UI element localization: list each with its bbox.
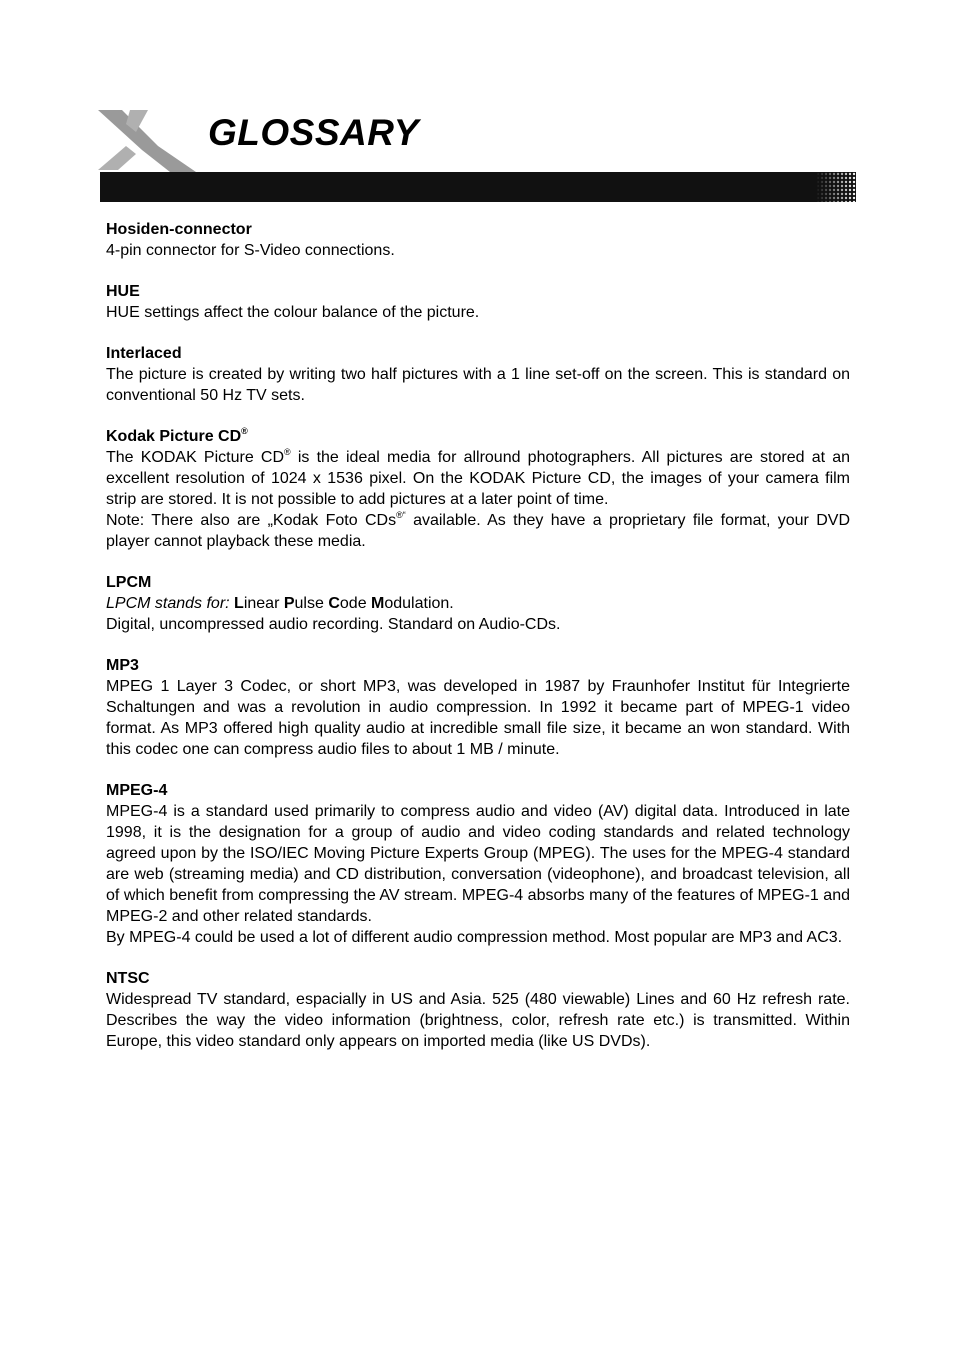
registered-mark: ®“ [396, 510, 406, 520]
term-definition: HUE settings affect the colour balance of the picture. [106, 304, 480, 321]
term-definition: MPEG-4 is a standard used primarily to compress audio and video (AV) digital data. Introduced in late 1998, it is the designation for a group of audio and video coding standards and related technology agreed upon by the ISO/IEC Moving Picture Experts Group (MPEG). The uses for the MPEG-4 standard are web (streaming media) and CD distribution, conversation (videophone), and broadcast television, all of which benefit from compressing the AV stream. MPEG-4 absorbs many of the features of MPEG-1 and MPEG-2 and other related standards. [106, 803, 850, 925]
term-heading: Interlaced [106, 345, 182, 362]
glossary-entry-interlaced [106, 343, 850, 406]
term-heading: NTSC [106, 970, 150, 987]
term-heading: HUE [106, 283, 140, 300]
page-title: GLOSSARY [208, 112, 419, 153]
term-definition: MPEG 1 Layer 3 Codec, or short MP3, was developed in 1987 by Fraunhofer Institut für Integrierte Schaltungen and was a revolution in audio compression. In 1992 it became part of MPEG-1 video format. As MP3 offered high quality audio at incredible small file size, it became an won standard. With this codec one can compress audio files to about 1 MB / minute. [106, 678, 850, 758]
term-definition: The KODAK Picture CD® is the ideal media for allround photographers. All pictures are stored at an excellent resolution of 1024 x 1536 pixel. On the KODAK Picture CD, the images of your camera film strip are stored. It is not possible to add pictures at a later point of time. [106, 447, 851, 508]
term-definition: The picture is created by writing two half pictures with a 1 line set-off on the screen. This is standard on conventional 50 Hz TV sets. [106, 366, 850, 404]
term-heading: Kodak Picture CD® [106, 426, 248, 445]
term-definition: Widespread TV standard, espacially in US and Asia. 525 (480 viewable) Lines and 60 Hz refresh rate. Describes the way the video information (brightness, color, refresh rate etc.) is transmitted. Within Europe, this video standard only appears on imported media (like US DVDs). [106, 991, 850, 1050]
term-expansion: LPCM stands for: Linear Pulse Code Modulation. [106, 595, 454, 612]
registered-mark: ® [241, 426, 248, 436]
term-heading: MPEG-4 [106, 782, 168, 799]
term-heading: LPCM [106, 574, 152, 591]
glossary-entry-mp3 [106, 655, 850, 760]
term-definition: Digital, uncompressed audio recording. Standard on Audio-CDs. [106, 616, 561, 633]
term-definition: By MPEG-4 could be used a lot of different audio compression method. Most popular are MP3 and AC3. [106, 929, 843, 946]
brand-x-logo-icon [96, 106, 196, 174]
glossary-entry-kodak [106, 426, 850, 552]
term-definition: 4-pin connector for S-Video connections. [106, 242, 395, 259]
glossary-entry-ntsc [106, 968, 850, 1052]
header-bar [100, 172, 856, 202]
term-note: Note: There also are „Kodak Foto CDs®“ available. As they have a proprietary file format, your DVD player cannot playback these media. [106, 510, 850, 550]
registered-mark: ® [284, 447, 291, 457]
glossary-entry-lpcm [106, 572, 850, 635]
glossary-entry-hue [106, 281, 850, 323]
glossary-entry-mpeg4 [106, 780, 850, 948]
term-heading: Hosiden-connector [106, 221, 252, 238]
term-heading: MP3 [106, 657, 139, 674]
glossary-entry-hosiden [106, 219, 850, 261]
glossary-content [106, 219, 850, 1072]
